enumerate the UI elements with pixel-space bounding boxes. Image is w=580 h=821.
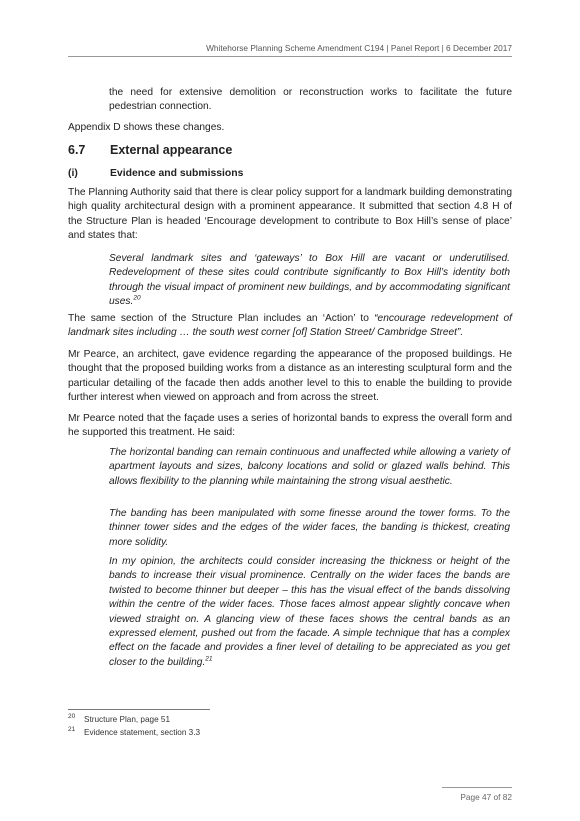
inline-quote: “encourage redevelopment of landmark sites including … the south west corner [of] Station Street/ Cambridge Street”. xyxy=(68,313,512,339)
quote-text: Several landmark sites and ‘gateways’ to Box Hill are vacant or underutilised. Redevelopment of these sites could contribute significantly to Box Hill’s identity both through the visual impact of prominent new buildings, and by accommodating significant uses. xyxy=(109,253,510,308)
footnote: 20 Structure Plan, page 51 xyxy=(68,713,171,724)
page-number: Page 47 of 82 xyxy=(460,792,512,802)
paragraph-mr-pearce-evidence: Mr Pearce, an architect, gave evidence regarding the appearance of the proposed buildings. He thought that the proposed building works from a distance as an interesting sculptural form and the particular detailing of the facade then adds another level to this to enable the building to provide further interest when viewed on approach and from across the street. xyxy=(68,349,512,404)
subsection-title: Evidence and submissions xyxy=(110,168,244,179)
block-quote-banding-finesse: The banding has been manipulated with some finesse around the tower forms. To the thinner tower sides and the edges of the wider faces, the banding is thickest, creating more solidity. xyxy=(109,508,510,548)
paragraph-facade-bands: Mr Pearce noted that the façade uses a series of horizontal bands to express the overall form and he supported this treatment. He said: xyxy=(68,413,512,439)
paragraph-lead: The same section of the Structure Plan includes an ‘Action’ to xyxy=(68,313,375,324)
section-number: 6.7 xyxy=(68,143,86,157)
footer-rule xyxy=(442,787,512,788)
footnote-ref: 21 xyxy=(205,655,213,663)
running-header: Whitehorse Planning Scheme Amendment C194 | Panel Report | 6 December 2017 xyxy=(206,43,512,53)
subsection-number: (i) xyxy=(68,168,78,179)
subsection-heading xyxy=(68,168,243,179)
footnote: 21 Evidence statement, section 3.3 xyxy=(68,726,201,737)
footnote-ref: 20 xyxy=(133,294,141,302)
continuation-paragraph: the need for extensive demolition or reconstruction works to facilitate the future pedestrian connection. xyxy=(109,87,512,113)
section-heading xyxy=(68,143,232,157)
block-quote-horizontal-banding: The horizontal banding can remain continuous and unaffected while allowing a variety of apartment layouts and sizes, balcony locations and solid or glazed walls behind. This allows flexibility to the planning while maintaining the strong visual aesthetic. xyxy=(109,447,510,487)
footnote-rule xyxy=(68,709,210,710)
footnote-text: Evidence statement, section 3.3 xyxy=(84,728,201,737)
section-title: External appearance xyxy=(110,143,233,157)
block-quote-structure-plan xyxy=(109,252,510,310)
footnote-text: Structure Plan, page 51 xyxy=(84,715,171,724)
quote-text: In my opinion, the architects could consider increasing the thickness or height of the bands to increase their visual prominence. Centrally on the wider faces the bands are twisted to become thinner but deeper – this has the visual effect of the bands dissolving within the centre of the wider faces. Those faces almost appear slightly concave when viewed straight on. A glancing view of these faces shows the central bands as an expressed element, pushed out from the facade. A simple technique that has a complex effect on the facade and provides a finer level of detailing to be appreciated as you get closer to the building. xyxy=(109,556,510,668)
block-quote-architects-opinion xyxy=(109,555,510,670)
paragraph-planning-authority: The Planning Authority said that there is clear policy support for a landmark building demonstrating high quality architectural design with a prominent appearance. It submitted that section 4.8 H of the Structure Plan is headed ‘Encourage development to contribute to Box Hill’s sense of place’ and states that: xyxy=(68,187,512,242)
paragraph-action xyxy=(68,312,512,341)
appendix-note: Appendix D shows these changes. xyxy=(68,122,225,133)
header-rule xyxy=(68,56,512,57)
